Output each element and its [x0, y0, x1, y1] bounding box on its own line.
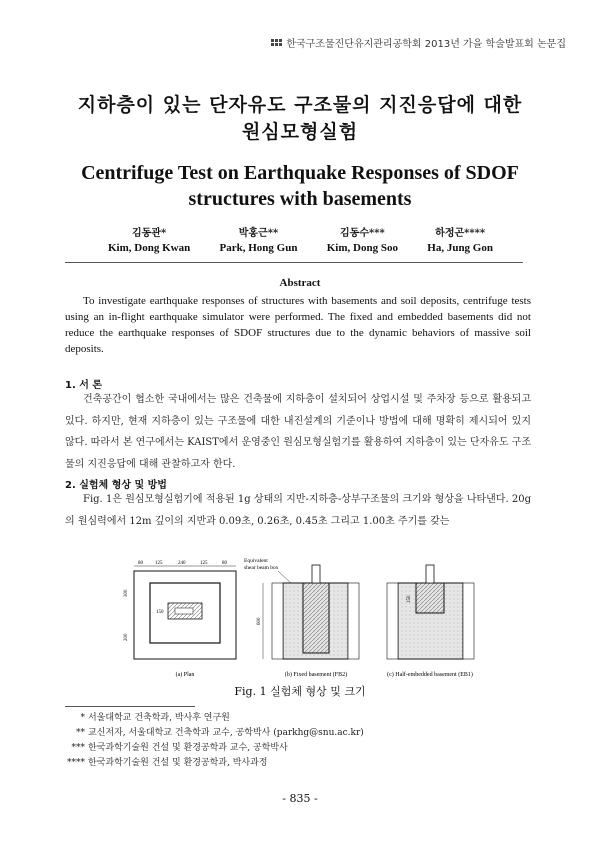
dim-top-5: 80	[222, 561, 227, 566]
author-1	[108, 227, 190, 255]
dim-height: 600	[257, 617, 262, 625]
annotation-line2: shear beam box	[244, 565, 279, 571]
author-3	[327, 227, 398, 255]
author-4	[427, 227, 493, 255]
journal-header	[271, 35, 566, 50]
author-4-en: Ha, Jung Gon	[427, 242, 493, 254]
figure-1	[124, 553, 484, 678]
section-1-body: 건축공간이 협소한 국내에서는 많은 건축물에 지하층이 설치되어 상업시설 및 주차장 등으로 활용되고 있다. 하지만, 현재 지하층이 있는 구조물에 대한 내진설계의 기준이나 방법에 대해 명확히 제시되어 있지 않다. 따라서 본 연구에서는 KAIST에서 운영중인 원심모형실험기를 활용하여 지하층이 있는 단자유도 구조물의 지진응답에 대해 관찰하고자 한다.	[65, 394, 531, 470]
figure-caption: Fig. 1 실험체 형상 및 크기	[234, 685, 366, 698]
dim-top-4: 125	[200, 561, 208, 566]
title-english-line2: structures with basements	[188, 188, 412, 210]
dim-top-1: 80	[138, 561, 143, 566]
abstract-body: To investigate earthquake responses of structures with basements and soil deposits, centrifuge tests using an in-flight earthquake simulator were performed. The fixed and embedded basements did not reduce the earthquake responses of SDOF structures due to the dynamic behaviors of massive soil deposits.	[65, 295, 531, 355]
half-embedded-basement-view	[387, 565, 474, 678]
author-2-en: Park, Hong Gun	[219, 242, 298, 254]
author-1-en: Kim, Dong Kwan	[108, 242, 191, 254]
plan-view	[124, 561, 236, 678]
author-divider	[65, 262, 523, 263]
section-2-body: Fig. 1은 원심모형실험기에 적용된 1g 상태의 지반-지하층-상부구조물의 크기와 형상을 나타낸다. 20g의 원심력에서 12m 깊이의 지반과 0.09초, 0.26초, 0.45초 그리고 1.00초 주기를 갖는	[65, 494, 531, 527]
dim-top-3: 240	[178, 561, 186, 566]
author-3-en: Kim, Dong Soo	[326, 242, 398, 254]
section-1-heading: 1. 서 론	[65, 380, 103, 391]
page-number: - 835 -	[282, 792, 318, 805]
annotation-line1: Equivalent	[244, 558, 268, 564]
author-list	[108, 227, 493, 255]
author-4-ko: 하정곤****	[435, 228, 486, 239]
footnote-divider	[65, 706, 195, 707]
author-3-ko: 김동수***	[340, 228, 385, 239]
subcaption-half: (c) Half-embedded basement (EB1)	[387, 672, 473, 678]
author-1-ko: 김동관*	[132, 228, 167, 239]
abstract-heading: Abstract	[279, 277, 321, 289]
subcaption-fixed: (b) Fixed basement (FB2)	[284, 672, 348, 678]
title-english	[0, 160, 600, 212]
dim-top-2: 125	[155, 561, 163, 566]
fixed-basement-view	[244, 558, 359, 678]
dim-left-2: 150	[156, 610, 164, 615]
title-korean-line1: 지하층이 있는 단자유도 구조물의 지진응답에 대한	[77, 94, 523, 116]
footnote-2: ** 교신저자, 서울대학교 건축학과 교수, 공학박사 (parkhg@snu.ac.kr)	[76, 728, 364, 738]
section-2-heading: 2. 실험체 형상 및 방법	[65, 480, 167, 491]
subcaption-plan: (a) Plan	[175, 672, 195, 678]
dim-left-3: 200	[124, 633, 129, 641]
footnote-4: **** 한국과학기술원 건설 및 환경공학과, 박사과정	[67, 758, 268, 768]
dim-embed: 150	[407, 595, 412, 603]
dim-left-1: 300	[124, 589, 129, 597]
author-2	[220, 227, 298, 255]
title-korean	[0, 92, 600, 146]
journal-header-text: 한국구조물진단유지관리공학회 2013년 가을 학술발표회 논문집	[286, 39, 566, 50]
title-english-line1: Centrifuge Test on Earthquake Responses of SDOF	[81, 162, 519, 184]
author-2-ko: 박홍근**	[238, 228, 279, 239]
footnote-1: * 서울대학교 건축학과, 박사후 연구원	[80, 713, 230, 723]
dots-icon	[271, 39, 282, 46]
footnote-3: *** 한국과학기술원 건설 및 환경공학과 교수, 공학박사	[71, 743, 288, 753]
title-korean-line2: 원심모형실험	[241, 121, 359, 143]
